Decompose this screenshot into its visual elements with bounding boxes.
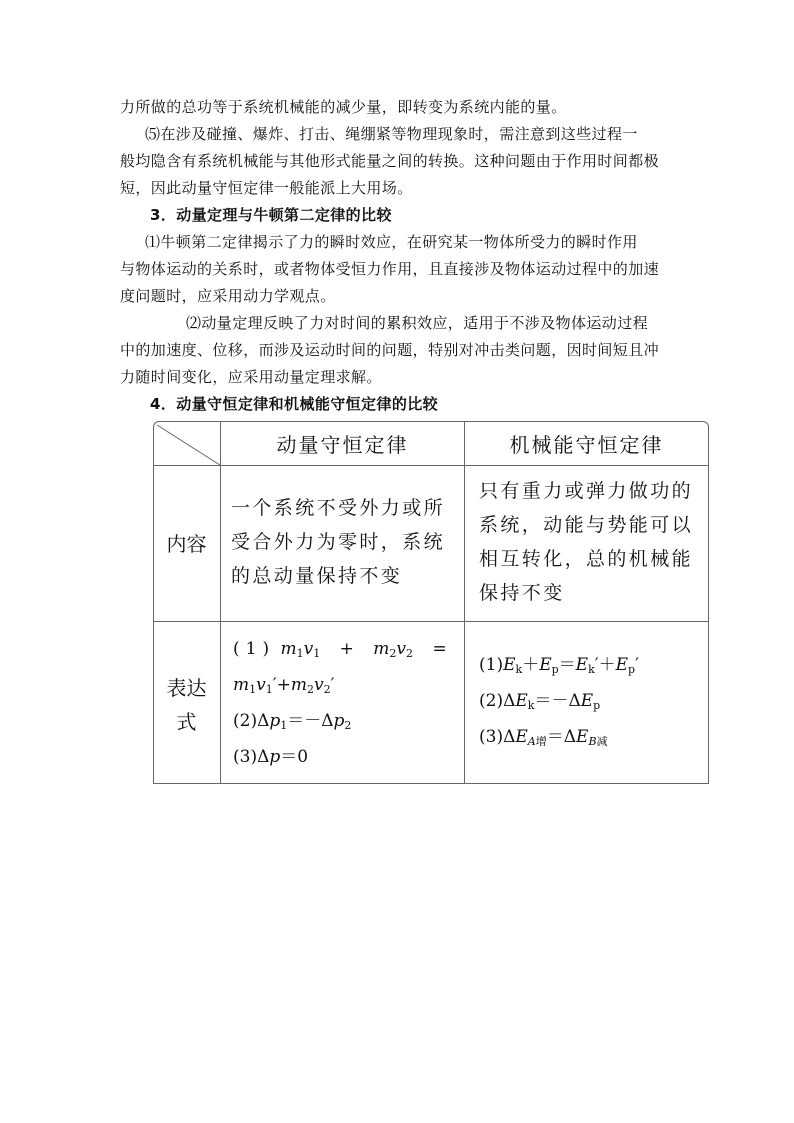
paragraph-line: 短，因此动量守恒定律一般能派上大用场。 (120, 179, 413, 197)
comparison-table (153, 421, 709, 785)
row-header-content: 内容 (166, 532, 207, 556)
row-divider (153, 621, 709, 622)
corner-diagonal (153, 421, 221, 465)
row-divider (153, 465, 709, 466)
column-divider (220, 421, 221, 783)
paragraph-line: 中的加速度、位移，而涉及运动时间的问题，特别对冲击类问题，因时间短且冲 (120, 341, 660, 359)
section-heading-4: 4．动量守恒定律和机械能守恒定律的比较 (150, 395, 439, 413)
paragraph-line: 力所做的总功等于系统机械能的减少量，即转变为系统内能的量。 (120, 98, 567, 116)
formula-momentum-2: $(2)\Delta p_1=-\Delta p_2$ (233, 711, 352, 732)
formula-energy-2: $(2)\Delta E_k=-\Delta E_p$ (479, 691, 601, 712)
cell-momentum-content: 一个系统不受外力或所受合外力为零时，系统的总动量保持不变 (231, 497, 446, 587)
header-mechanical-energy: 机械能守恒定律 (509, 433, 664, 457)
paragraph-line: 与物体运动的关系时，或者物体受恒力作用，且直接涉及物体运动过程中的加速 (120, 260, 660, 278)
paragraph-line: ⑴牛顿第二定律揭示了力的瞬时效应，在研究某一物体所受力的瞬时作用 (145, 233, 638, 251)
row-header-expression-a: 表达 (166, 676, 207, 700)
header-momentum: 动量守恒定律 (276, 433, 409, 457)
section-heading-3: 3．动量定理与牛顿第二定律的比较 (150, 206, 392, 224)
paragraph-line: ⑸在涉及碰撞、爆炸、打击、绳绷紧等物理现象时，需注意到这些过程一 (145, 125, 638, 143)
row-header-expression-b: 式 (176, 710, 197, 734)
formula-energy-3: $(3)\Delta E_{A增}=\Delta E_{B减}$ (479, 727, 608, 748)
formula-momentum-1-cont: $m_1v_1'+m_2v_2'$ (233, 675, 335, 696)
paragraph-line: 般均隐含有系统机械能与其他形式能量之间的转换。这种问题由于作用时间都极 (120, 152, 660, 170)
paragraph-line: 力随时间变化，应采用动量定理求解。 (120, 368, 382, 386)
column-divider (464, 421, 465, 783)
paragraph-line: 度问题时，应采用动力学观点。 (120, 287, 336, 305)
formula-energy-1: $(1)E_k+E_p=E_k'+E_p'$ (479, 655, 639, 676)
table-bottom-rule (153, 783, 709, 784)
cell-energy-content: 只有重力或弹力做功的系统，动能与势能可以相互转化，总的机械能保持不变 (479, 480, 694, 604)
paragraph-line: ⑵动量定理反映了力对时间的累积效应，适用于不涉及物体运动过程 (186, 314, 649, 332)
formula-momentum-3: (3)Δp＝0 (233, 747, 309, 767)
formula-momentum-1: (1) $m_1v_1 + m_2v_2$ = (233, 639, 447, 660)
